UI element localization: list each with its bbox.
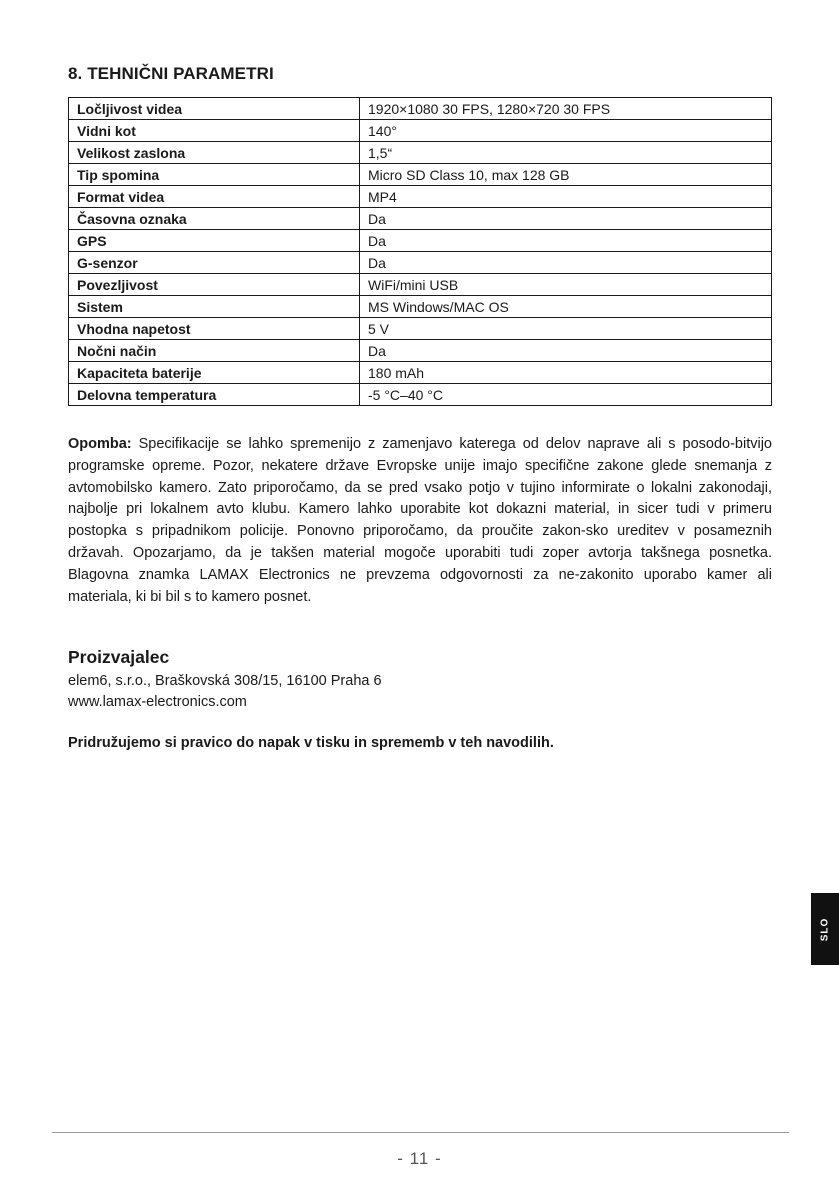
spec-label: GPS (69, 230, 360, 252)
table-row (69, 362, 772, 384)
spec-value: Da (360, 208, 772, 230)
manufacturer-address: elem6, s.r.o., Braškovská 308/15, 16100 Praha 6 (68, 673, 382, 689)
spec-value: MP4 (360, 186, 772, 208)
table-row (69, 164, 772, 186)
note-label: Opomba: (68, 436, 132, 452)
manufacturer-title: Proizvajalec (68, 647, 170, 667)
spec-value: 5 V (360, 318, 772, 340)
table-row (69, 230, 772, 252)
table-row (69, 252, 772, 274)
spec-value: Micro SD Class 10, max 128 GB (360, 164, 772, 186)
disclaimer: Pridružujemo si pravico do napak v tisku in sprememb v teh navodilih. (68, 735, 554, 751)
spec-label: Nočni način (69, 340, 360, 362)
spec-label: Časovna oznaka (69, 208, 360, 230)
spec-value: Da (360, 252, 772, 274)
note-paragraph (68, 434, 772, 608)
spec-value: 1,5“ (360, 142, 772, 164)
spec-value: WiFi/mini USB (360, 274, 772, 296)
table-row (69, 274, 772, 296)
table-row (69, 142, 772, 164)
table-row (69, 186, 772, 208)
note-text: Specifikacije se lahko spremenijo z zamenjavo katerega od delov naprave ali s posodo-bitvijo programske opreme. Pozor, nekatere države Evropske unije imajo specifične zakone glede snemanja z avtomobilsko kamero. Zato priporočamo, da se pred vsako potjo v tujino informirate o lokalni zakonodaji, najbolje pri lokalnem avto klubu. Kamero lahko uporabite kot dokazni material, in sicer tudi v primeru postopka s pripadnikom policije. Ponovno priporočamo, da proučite zakon-sko ureditev v posameznih državah. Opozarjamo, da je takšen material mogoče uporabiti tudi zoper avtorja takšnega posnetka. Blagovna znamka LAMAX Electronics ne prevzema odgovornosti za ne-zakonito uporabo kamer ali materiala, ki bi bil s to kamero posnet. (68, 436, 773, 605)
table-row (69, 98, 772, 120)
spec-value: 140° (360, 120, 772, 142)
table-row (69, 120, 772, 142)
spec-label: G-senzor (69, 252, 360, 274)
spec-label: Delovna temperatura (69, 384, 360, 406)
spec-label: Ločljivost videa (69, 98, 360, 120)
spec-label: Format videa (69, 186, 360, 208)
spec-label: Kapaciteta baterije (69, 362, 360, 384)
manufacturer-website[interactable]: www.lamax-electronics.com (68, 694, 247, 710)
spec-label: Vidni kot (69, 120, 360, 142)
spec-label: Tip spomina (69, 164, 360, 186)
footer-divider (52, 1132, 789, 1133)
spec-table (68, 97, 772, 406)
spec-value: MS Windows/MAC OS (360, 296, 772, 318)
spec-value: 1920×1080 30 FPS, 1280×720 30 FPS (360, 98, 772, 120)
section-title: 8. TEHNIČNI PARAMETRI (68, 64, 274, 83)
spec-value: 180 mAh (360, 362, 772, 384)
spec-value: -5 °C–40 °C (360, 384, 772, 406)
language-tab (811, 893, 839, 965)
language-tab-label: SLO (819, 917, 831, 941)
spec-label: Sistem (69, 296, 360, 318)
spec-value: Da (360, 230, 772, 252)
table-row (69, 208, 772, 230)
spec-value: Da (360, 340, 772, 362)
table-row (69, 340, 772, 362)
table-row (69, 384, 772, 406)
spec-label: Vhodna napetost (69, 318, 360, 340)
table-row (69, 318, 772, 340)
table-row (69, 296, 772, 318)
spec-label: Velikost zaslona (69, 142, 360, 164)
spec-label: Povezljivost (69, 274, 360, 296)
page-number: - 11 - (397, 1149, 442, 1168)
